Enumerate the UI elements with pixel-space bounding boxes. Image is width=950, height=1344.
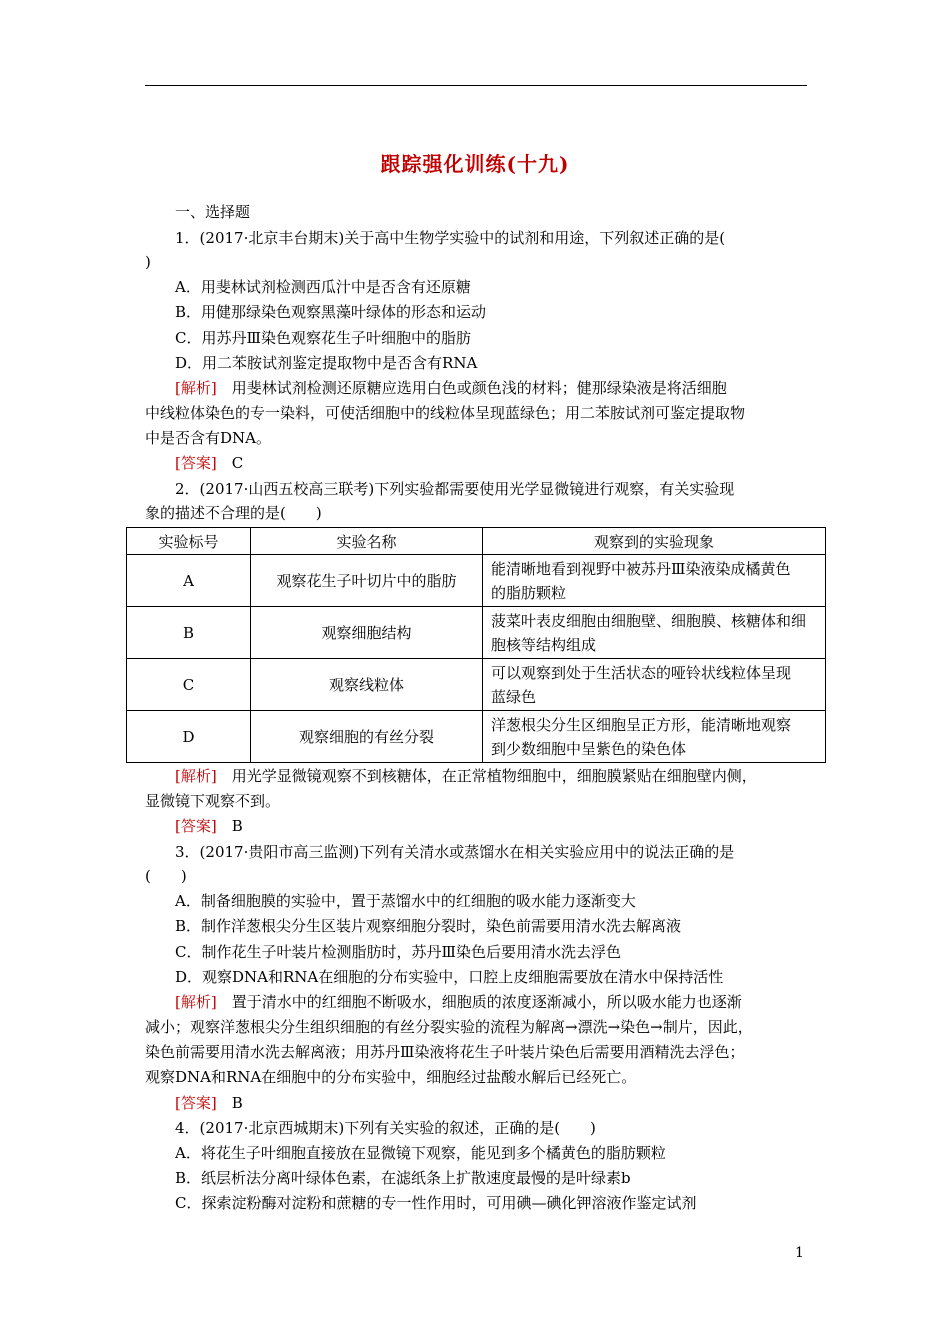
observation-line: 蓝绿色 — [491, 687, 537, 706]
q1-option-a: A．用斐林试剂检测西瓜汁中是否含有还原糖 — [175, 278, 471, 296]
q1-stem: 1．(2017·北京丰台期末)关于高中生物学实验中的试剂和用途，下列叙述正确的是( — [175, 229, 726, 247]
row-name: 观察细胞的有丝分裂 — [251, 711, 483, 763]
row-id: C — [127, 659, 251, 711]
q3-analysis — [175, 990, 742, 1014]
q1-analysis — [175, 376, 727, 400]
row-id: A — [127, 555, 251, 607]
q3-analysis-line2: 减小；观察洋葱根尖分生组织细胞的有丝分裂实验的流程为解离→漂洗→染色→制片，因此， — [145, 1018, 753, 1036]
header-name: 实验名称 — [251, 528, 483, 555]
table-row — [127, 711, 826, 763]
q2-analysis — [175, 764, 757, 788]
q3-option-b: B．制作洋葱根尖分生区装片观察细胞分裂时，染色前需要用清水洗去解离液 — [175, 917, 682, 935]
answer-value: B — [216, 817, 243, 835]
row-observation — [483, 607, 826, 659]
observation-line: 洋葱根尖分生区细胞呈正方形，能清晰地观察 — [491, 715, 792, 734]
q4-stem: 4．(2017·北京西城期末)下列有关实验的叙述，正确的是( ) — [175, 1119, 596, 1137]
row-observation — [483, 555, 826, 607]
q1-answer — [175, 451, 243, 475]
row-name: 观察花生子叶切片中的脂肪 — [251, 555, 483, 607]
header-rule — [145, 85, 807, 86]
answer-label: [答案] — [175, 1094, 217, 1112]
q2-stem-cont: 象的描述不合理的是( ) — [145, 504, 322, 522]
q1-option-d: D．用二苯胺试剂鉴定提取物中是否含有RNA — [175, 354, 478, 372]
q1-analysis-line2: 中线粒体染色的专一染料，可使活细胞中的线粒体呈现蓝绿色；用二苯胺试剂可鉴定提取物 — [145, 404, 746, 422]
answer-label: [答案] — [175, 454, 217, 472]
row-name: 观察细胞结构 — [251, 607, 483, 659]
q3-stem: 3．(2017·贵阳市高三监测)下列有关清水或蒸馏水在相关实验应用中的说法正确的是 — [175, 843, 735, 861]
page-number: 1 — [795, 1245, 804, 1261]
table-row — [127, 607, 826, 659]
analysis-text: 置于清水中的红细胞不断吸水，细胞质的浓度逐渐减小，所以吸水能力也逐渐 — [216, 993, 742, 1011]
page-title: 跟踪强化训练(十九) — [380, 152, 570, 176]
q3-answer — [175, 1091, 243, 1115]
q3-analysis-line3: 染色前需要用清水洗去解离液；用苏丹Ⅲ染液将花生子叶装片染色后需要用酒精洗去浮色； — [145, 1043, 745, 1061]
observation-line: 到少数细胞中呈紫色的染色体 — [491, 739, 687, 758]
header-observation: 观察到的实验现象 — [483, 528, 826, 555]
q2-stem: 2．(2017·山西五校高三联考)下列实验都需要使用光学显微镜进行观察，有关实验现 — [175, 480, 735, 498]
answer-value: B — [216, 1094, 243, 1112]
observation-line: 可以观察到处于生活状态的哑铃状线粒体呈现 — [491, 663, 792, 682]
analysis-text: 用光学显微镜观察不到核糖体，在正常植物细胞中，细胞膜紧贴在细胞壁内侧， — [216, 767, 757, 785]
observation-line: 能清晰地看到视野中被苏丹Ⅲ染液染成橘黄色 — [491, 559, 791, 578]
table-row — [127, 659, 826, 711]
q3-option-d: D．观察DNA和RNA在细胞的分布实验中，口腔上皮细胞需要放在清水中保持活性 — [175, 968, 724, 986]
row-id: B — [127, 607, 251, 659]
q4-option-a: A．将花生子叶细胞直接放在显微镜下观察，能见到多个橘黄色的脂肪颗粒 — [175, 1144, 666, 1162]
row-id: D — [127, 711, 251, 763]
q4-option-b: B．纸层析法分离叶绿体色素，在滤纸条上扩散速度最慢的是叶绿素b — [175, 1169, 631, 1187]
q1-option-b: B．用健那绿染色观察黑藻叶绿体的形态和运动 — [175, 303, 487, 321]
q2-analysis-line2: 显微镜下观察不到。 — [145, 792, 281, 810]
q3-option-a: A．制备细胞膜的实验中，置于蒸馏水中的红细胞的吸水能力逐渐变大 — [175, 892, 636, 910]
answer-value: C — [216, 454, 244, 472]
q3-option-c: C．制作花生子叶装片检测脂肪时，苏丹Ⅲ染色后要用清水洗去浮色 — [175, 943, 621, 961]
q4-option-c: C．探索淀粉酶对淀粉和蔗糖的专一性作用时，可用碘—碘化钾溶液作鉴定试剂 — [175, 1194, 697, 1212]
row-observation — [483, 711, 826, 763]
q3-stem-cont: ( ) — [145, 867, 187, 885]
observation-line: 菠菜叶表皮细胞由细胞壁、细胞膜、核糖体和细 — [491, 611, 807, 630]
q1-option-c: C．用苏丹Ⅲ染色观察花生子叶细胞中的脂肪 — [175, 329, 471, 347]
q1-analysis-line3: 中是否含有DNA。 — [145, 429, 271, 447]
answer-label: [答案] — [175, 817, 217, 835]
section-heading: 一、选择题 — [175, 203, 251, 221]
table-row — [127, 555, 826, 607]
analysis-text: 用斐林试剂检测还原糖应选用白色或颜色浅的材料；健那绿染液是将活细胞 — [216, 379, 727, 397]
row-observation — [483, 659, 826, 711]
analysis-label: [解析] — [175, 993, 217, 1011]
analysis-label: [解析] — [175, 379, 217, 397]
experiment-table — [126, 527, 826, 763]
q1-stem-cont: ) — [145, 253, 151, 271]
header-id: 实验标号 — [127, 528, 251, 555]
row-name: 观察线粒体 — [251, 659, 483, 711]
observation-line: 胞核等结构组成 — [491, 635, 597, 654]
observation-line: 的脂肪颗粒 — [491, 583, 567, 602]
q3-analysis-line4: 观察DNA和RNA在细胞中的分布实验中，细胞经过盐酸水解后已经死亡。 — [145, 1068, 637, 1086]
q2-answer — [175, 814, 243, 838]
analysis-label: [解析] — [175, 767, 217, 785]
table-header-row — [127, 528, 826, 555]
